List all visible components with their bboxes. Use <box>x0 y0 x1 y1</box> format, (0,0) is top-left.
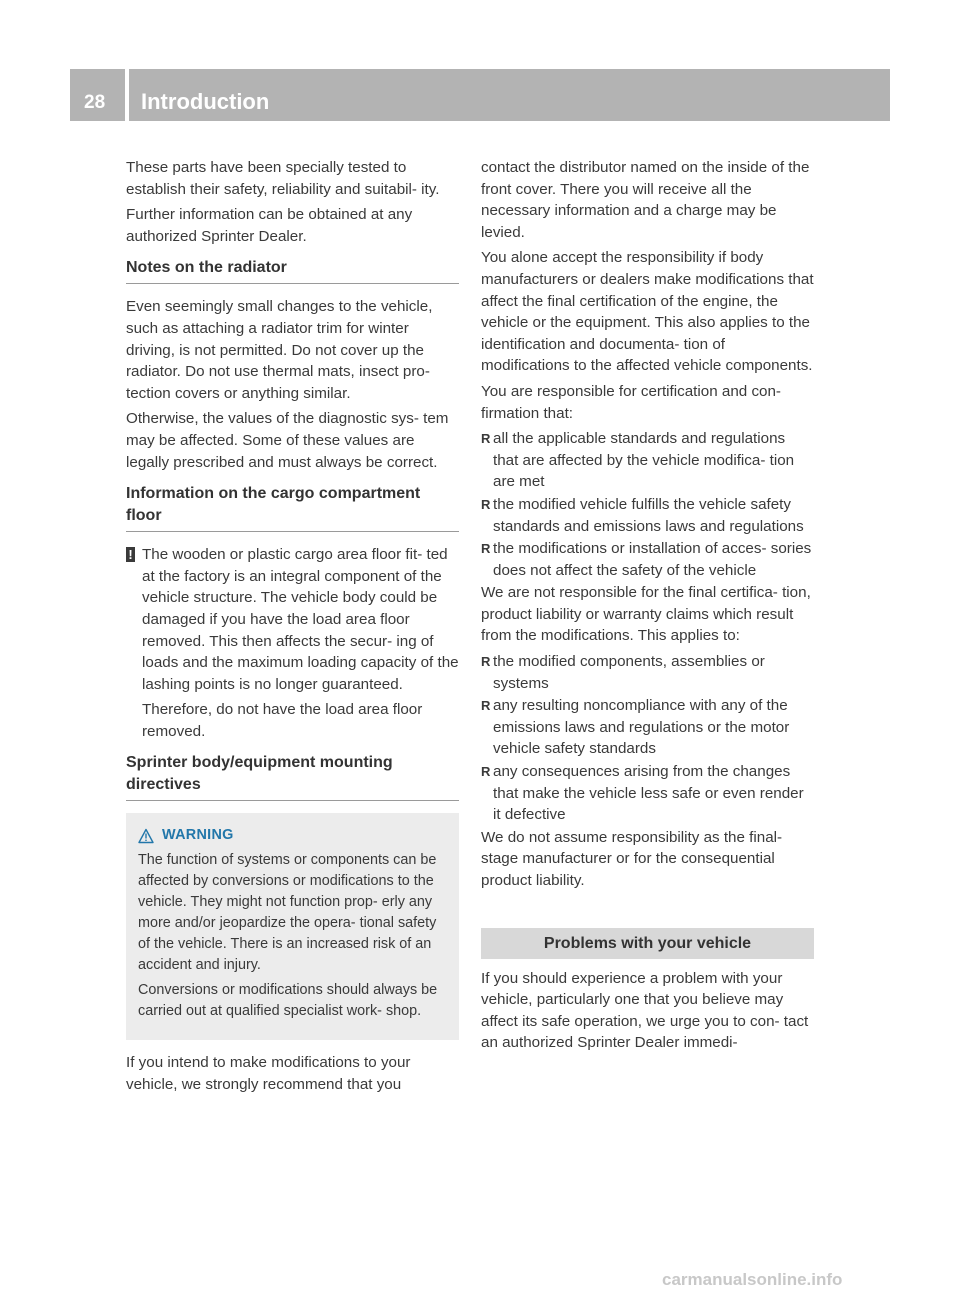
paragraph: contact the distributor named on the inside of the front cover. There you will receive all the necessary information and a charge may be levied. <box>481 159 810 241</box>
paragraph: If you should experience a problem with your vehicle, particularly one that you believe may affect its safe operation, we urge you to con- tact an authorized Sprinter Dealer immedi- <box>481 969 809 1052</box>
bullet: R <box>481 431 491 447</box>
bullet: R <box>481 698 491 714</box>
warning-paragraph: The function of systems or components can be affected by conversions or modifications to the vehicle. They might not function prop- erly any more and/or jeopardize the opera- tional safety of the vehicle. There is an increased risk of an accident and injury. <box>138 852 437 974</box>
bullet: R <box>481 654 491 670</box>
paragraph: Otherwise, the values of the diagnostic sys- tem may be affected. Some of these values are legally prescribed and must always be correct. <box>126 410 449 471</box>
certification-list <box>481 428 814 581</box>
list-item: R the modified components, assemblies or systems <box>481 653 765 692</box>
bullet: R <box>481 541 491 557</box>
caution-note <box>126 544 459 742</box>
left-column <box>126 157 459 1100</box>
list-item: R any consequences arising from the changes that make the vehicle less safe or even render it defective <box>481 763 804 824</box>
watermark: carmanualsonline.info <box>662 1270 843 1289</box>
paragraph: You alone accept the responsibility if body manufacturers or dealers make modifications that affect the final certification of the engine, the vehicle or the equipment. This also applies to the identification and documenta- tion of modifications to the affected vehicle components. <box>481 249 814 375</box>
paragraph: You are responsible for certification and con- firmation that: <box>481 382 781 422</box>
paragraph: We are not responsible for the final certifica- tion, product liability or warranty claims which result from the modifications. This applies to: <box>481 584 811 645</box>
heading-radiator: Notes on the radiator <box>126 257 459 284</box>
header-divider <box>125 69 129 121</box>
note-paragraph: Therefore, do not have the load area floor removed. <box>142 701 423 740</box>
bullet: R <box>481 496 491 512</box>
paragraph: Further information can be obtained at any authorized Sprinter Dealer. <box>126 206 413 245</box>
list-item: R the modifications or installation of acces- sories does not affect the safety of the vehicle <box>481 540 812 579</box>
paragraph: We do not assume responsibility as the final- stage manufacturer or for the consequential product liability. <box>481 828 783 889</box>
list-item: R the modified vehicle fulfills the vehicle safety standards and emissions laws and regulations <box>481 495 804 535</box>
list-item: R all the applicable standards and regulations that are affected by the vehicle modifica- tion are met <box>481 430 795 491</box>
heading-cargo-floor: Information on the cargo compartment floor <box>126 483 459 532</box>
page-number: 28 <box>84 92 106 113</box>
section-title: Introduction <box>141 89 270 114</box>
warning-triangle-icon <box>138 828 154 844</box>
heading-sprinter-body: Sprinter body/equipment mounting directives <box>126 752 459 801</box>
right-column <box>481 157 814 1058</box>
warning-header <box>138 825 447 846</box>
warning-paragraph: Conversions or modifications should always be carried out at qualified specialist work- shop. <box>138 982 438 1020</box>
liability-list <box>481 651 814 826</box>
bullet: R <box>481 764 491 780</box>
note-paragraph: The wooden or plastic cargo area floor fit- ted at the factory is an integral component of the vehicle structure. The vehicle body could be damaged if you have the load area floor removed. This then affects the secur- ing of loads and the maximum loading capacity of the lashing points is no longer guaranteed. <box>142 546 459 693</box>
paragraph: Even seemingly small changes to the vehicle, such as attaching a radiator trim for winter driving, is not permitted. Do not cover up the radiator. Do not use thermal mats, insect pro- tection covers or anything similar. <box>126 298 433 402</box>
warning-title: WARNING <box>162 827 234 844</box>
paragraph: If you intend to make modifications to your vehicle, we strongly recommend that you <box>126 1054 411 1094</box>
section-heading-problems: Problems with your vehicle <box>481 928 814 959</box>
warning-box <box>126 813 459 1040</box>
paragraph: These parts have been specially tested to establish their safety, reliability and suitabil- ity. <box>126 159 440 198</box>
exclamation-icon: ! <box>126 547 135 562</box>
list-item: R any resulting noncompliance with any of the emissions laws and regulations or the motor vehicle safety standards <box>481 697 790 758</box>
